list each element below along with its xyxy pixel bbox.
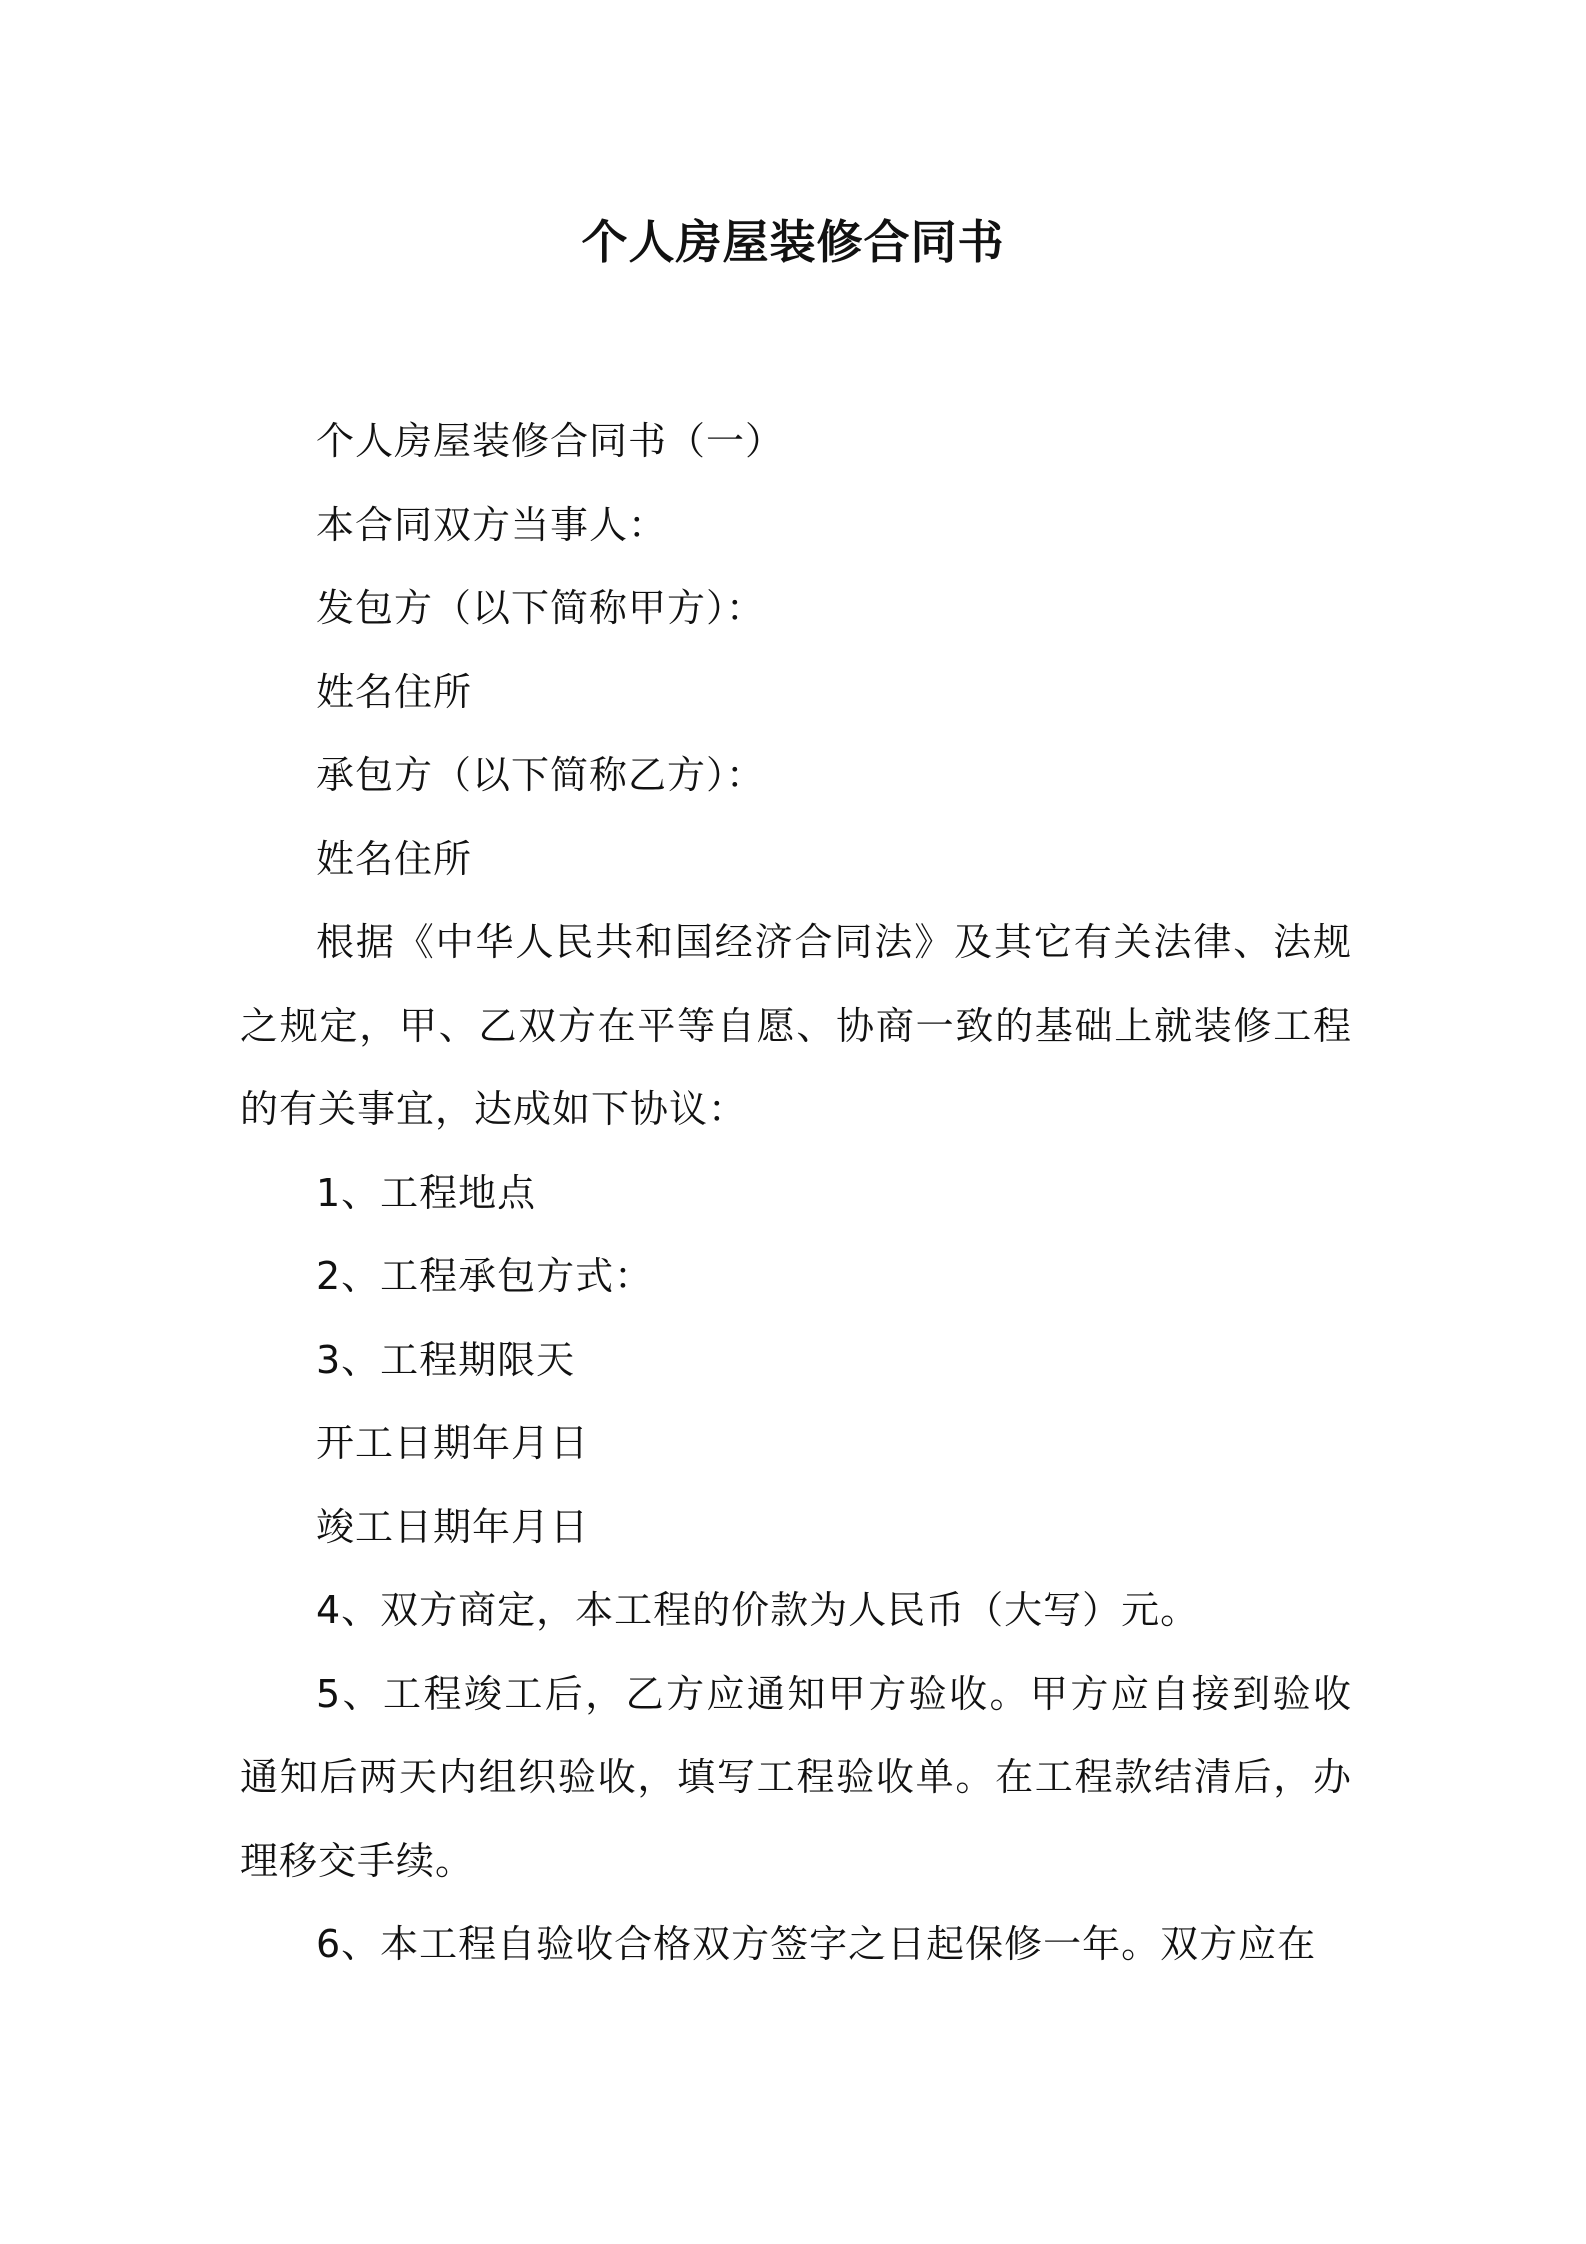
paragraph-party-a-address: 姓名住所 — [316, 669, 473, 714]
paragraph-party-a: 发包方（以下简称甲方）： — [316, 586, 766, 630]
paragraph-clause-3: 3、工程期限天 — [316, 1337, 576, 1382]
document-title: 个人房屋装修合同书 — [581, 215, 1005, 269]
paragraph-heading: 个人房屋装修合同书（一） — [316, 419, 785, 463]
paragraph-clause-1: 1、工程地点 — [316, 1170, 537, 1215]
paragraph-party-b-address: 姓名住所 — [316, 836, 473, 881]
paragraph-clause-5: 5、工程竣工后，乙方应通知甲方验收。甲方应自接到验收通知后两天内组织验收，填写工程验收单。在工程款结清后，办理移交手续。 — [240, 1671, 1352, 1883]
paragraph-clause-2: 2、工程承包方式： — [316, 1254, 654, 1298]
document-body — [240, 400, 1352, 1987]
paragraph-clause-4: 4、双方商定，本工程的价款为人民币（大写）元。 — [316, 1588, 1200, 1632]
paragraph-clause-6: 6、本工程自验收合格双方签字之日起保修一年。双方应在 — [316, 1922, 1317, 1966]
paragraph-party-b: 承包方（以下简称乙方）： — [316, 753, 766, 797]
paragraph-end-date: 竣工日期年月日 — [316, 1504, 590, 1549]
paragraph-start-date: 开工日期年月日 — [316, 1421, 590, 1465]
paragraph-parties: 本合同双方当事人： — [316, 502, 668, 547]
paragraph-preamble: 根据《中华人民共和国经济合同法》及其它有关法律、法规之规定，甲、乙双方在平等自愿、协商一致的基础上就装修工程的有关事宜，达成如下协议： — [240, 920, 1352, 1131]
